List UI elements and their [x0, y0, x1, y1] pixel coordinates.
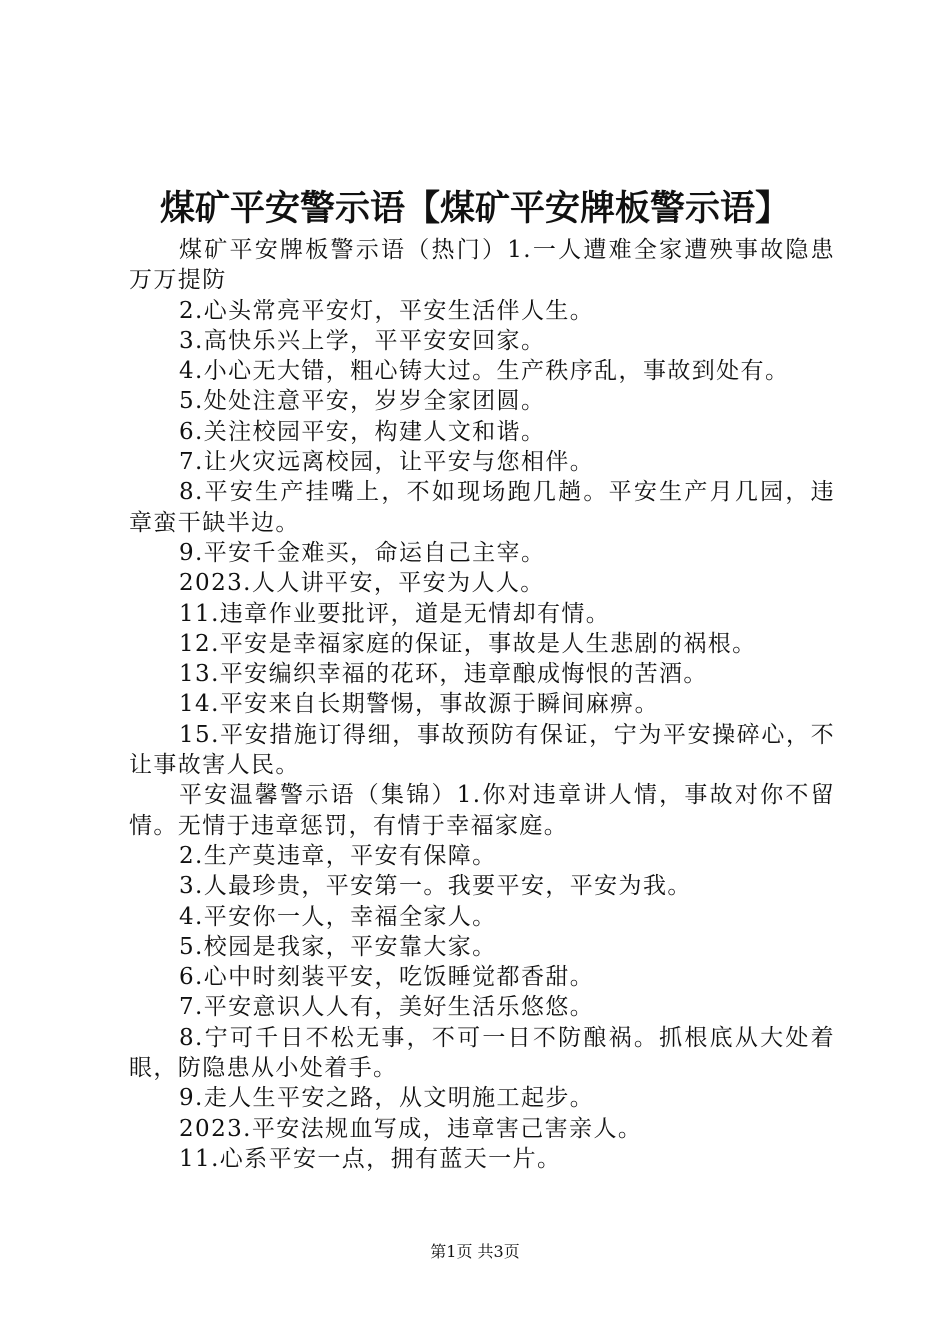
paragraph: 煤矿平安牌板警示语（热门）1.一人遭难全家遭殃事故隐患万万提防: [129, 237, 835, 294]
paragraph: 7.平安意识人人有，美好生活乐悠悠。: [179, 994, 595, 1021]
paragraph: 3.高快乐兴上学，平平安安回家。: [179, 327, 546, 354]
paragraph: 2.心头常亮平安灯，平安生活伴人生。: [179, 297, 595, 324]
document-title: 煤矿平安警示语【煤矿平安牌板警示语】: [159, 188, 790, 229]
paragraph: 15.平安措施订得细，事故预防有保证，宁为平安操碎心，不让事故害人民。: [129, 721, 835, 779]
paragraph: 2.生产莫违章，平安有保障。: [179, 842, 497, 869]
paragraph: 8.平安生产挂嘴上，不如现场跑几趟。平安生产月几园，违章蛮干缺半边。: [129, 479, 835, 536]
paragraph: 4.小心无大错，粗心铸大过。生产秩序乱，事故到处有。: [179, 358, 790, 385]
paragraph: 11.违章作业要批评，道是无情却有情。: [179, 600, 611, 627]
paragraph: 4.平安你一人，幸福全家人。: [179, 903, 497, 930]
paragraph: 14.平安来自长期警惕，事故源于瞬间麻痹。: [179, 691, 659, 718]
paragraph: 平安温馨警示语（集锦）1.你对违章讲人情，事故对你不留情。无情于违章惩罚，有情于幸福家庭。: [129, 782, 835, 839]
paragraph: 3.人最珍贵，平安第一。我要平安，平安为我。: [179, 873, 692, 900]
document-body: [129, 235, 835, 1174]
paragraph: 13.平安编织幸福的花环，违章酿成悔恨的苦酒。: [179, 661, 708, 688]
paragraph: 9.走人生平安之路，从文明施工起步。: [179, 1085, 595, 1112]
paragraph: 6.心中时刻装平安，吃饭睡觉都香甜。: [179, 964, 595, 991]
paragraph: 5.处处注意平安，岁岁全家团圆。: [179, 388, 546, 415]
paragraph: 9.平安千金难买，命运自己主宰。: [179, 539, 546, 566]
paragraph: 5.校园是我家，平安靠大家。: [179, 933, 497, 960]
paragraph: 8.宁可千日不松无事，不可一日不防酿祸。抓根底从大处着眼，防隐患从小处着手。: [129, 1024, 835, 1082]
page-footer: 第1页 共3页: [430, 1242, 520, 1261]
paragraph: 2023.人人讲平安，平安为人人。: [179, 570, 545, 597]
paragraph: 6.关注校园平安，构建人文和谐。: [179, 418, 546, 445]
paragraph: 7.让火灾远离校园，让平安与您相伴。: [179, 449, 595, 476]
paragraph: 11.心系平安一点，拥有蓝天一片。: [179, 1145, 562, 1172]
paragraph: 2023.平安法规血写成，违章害己害亲人。: [179, 1115, 643, 1142]
paragraph: 12.平安是幸福家庭的保证，事故是人生悲剧的祸根。: [179, 630, 757, 657]
